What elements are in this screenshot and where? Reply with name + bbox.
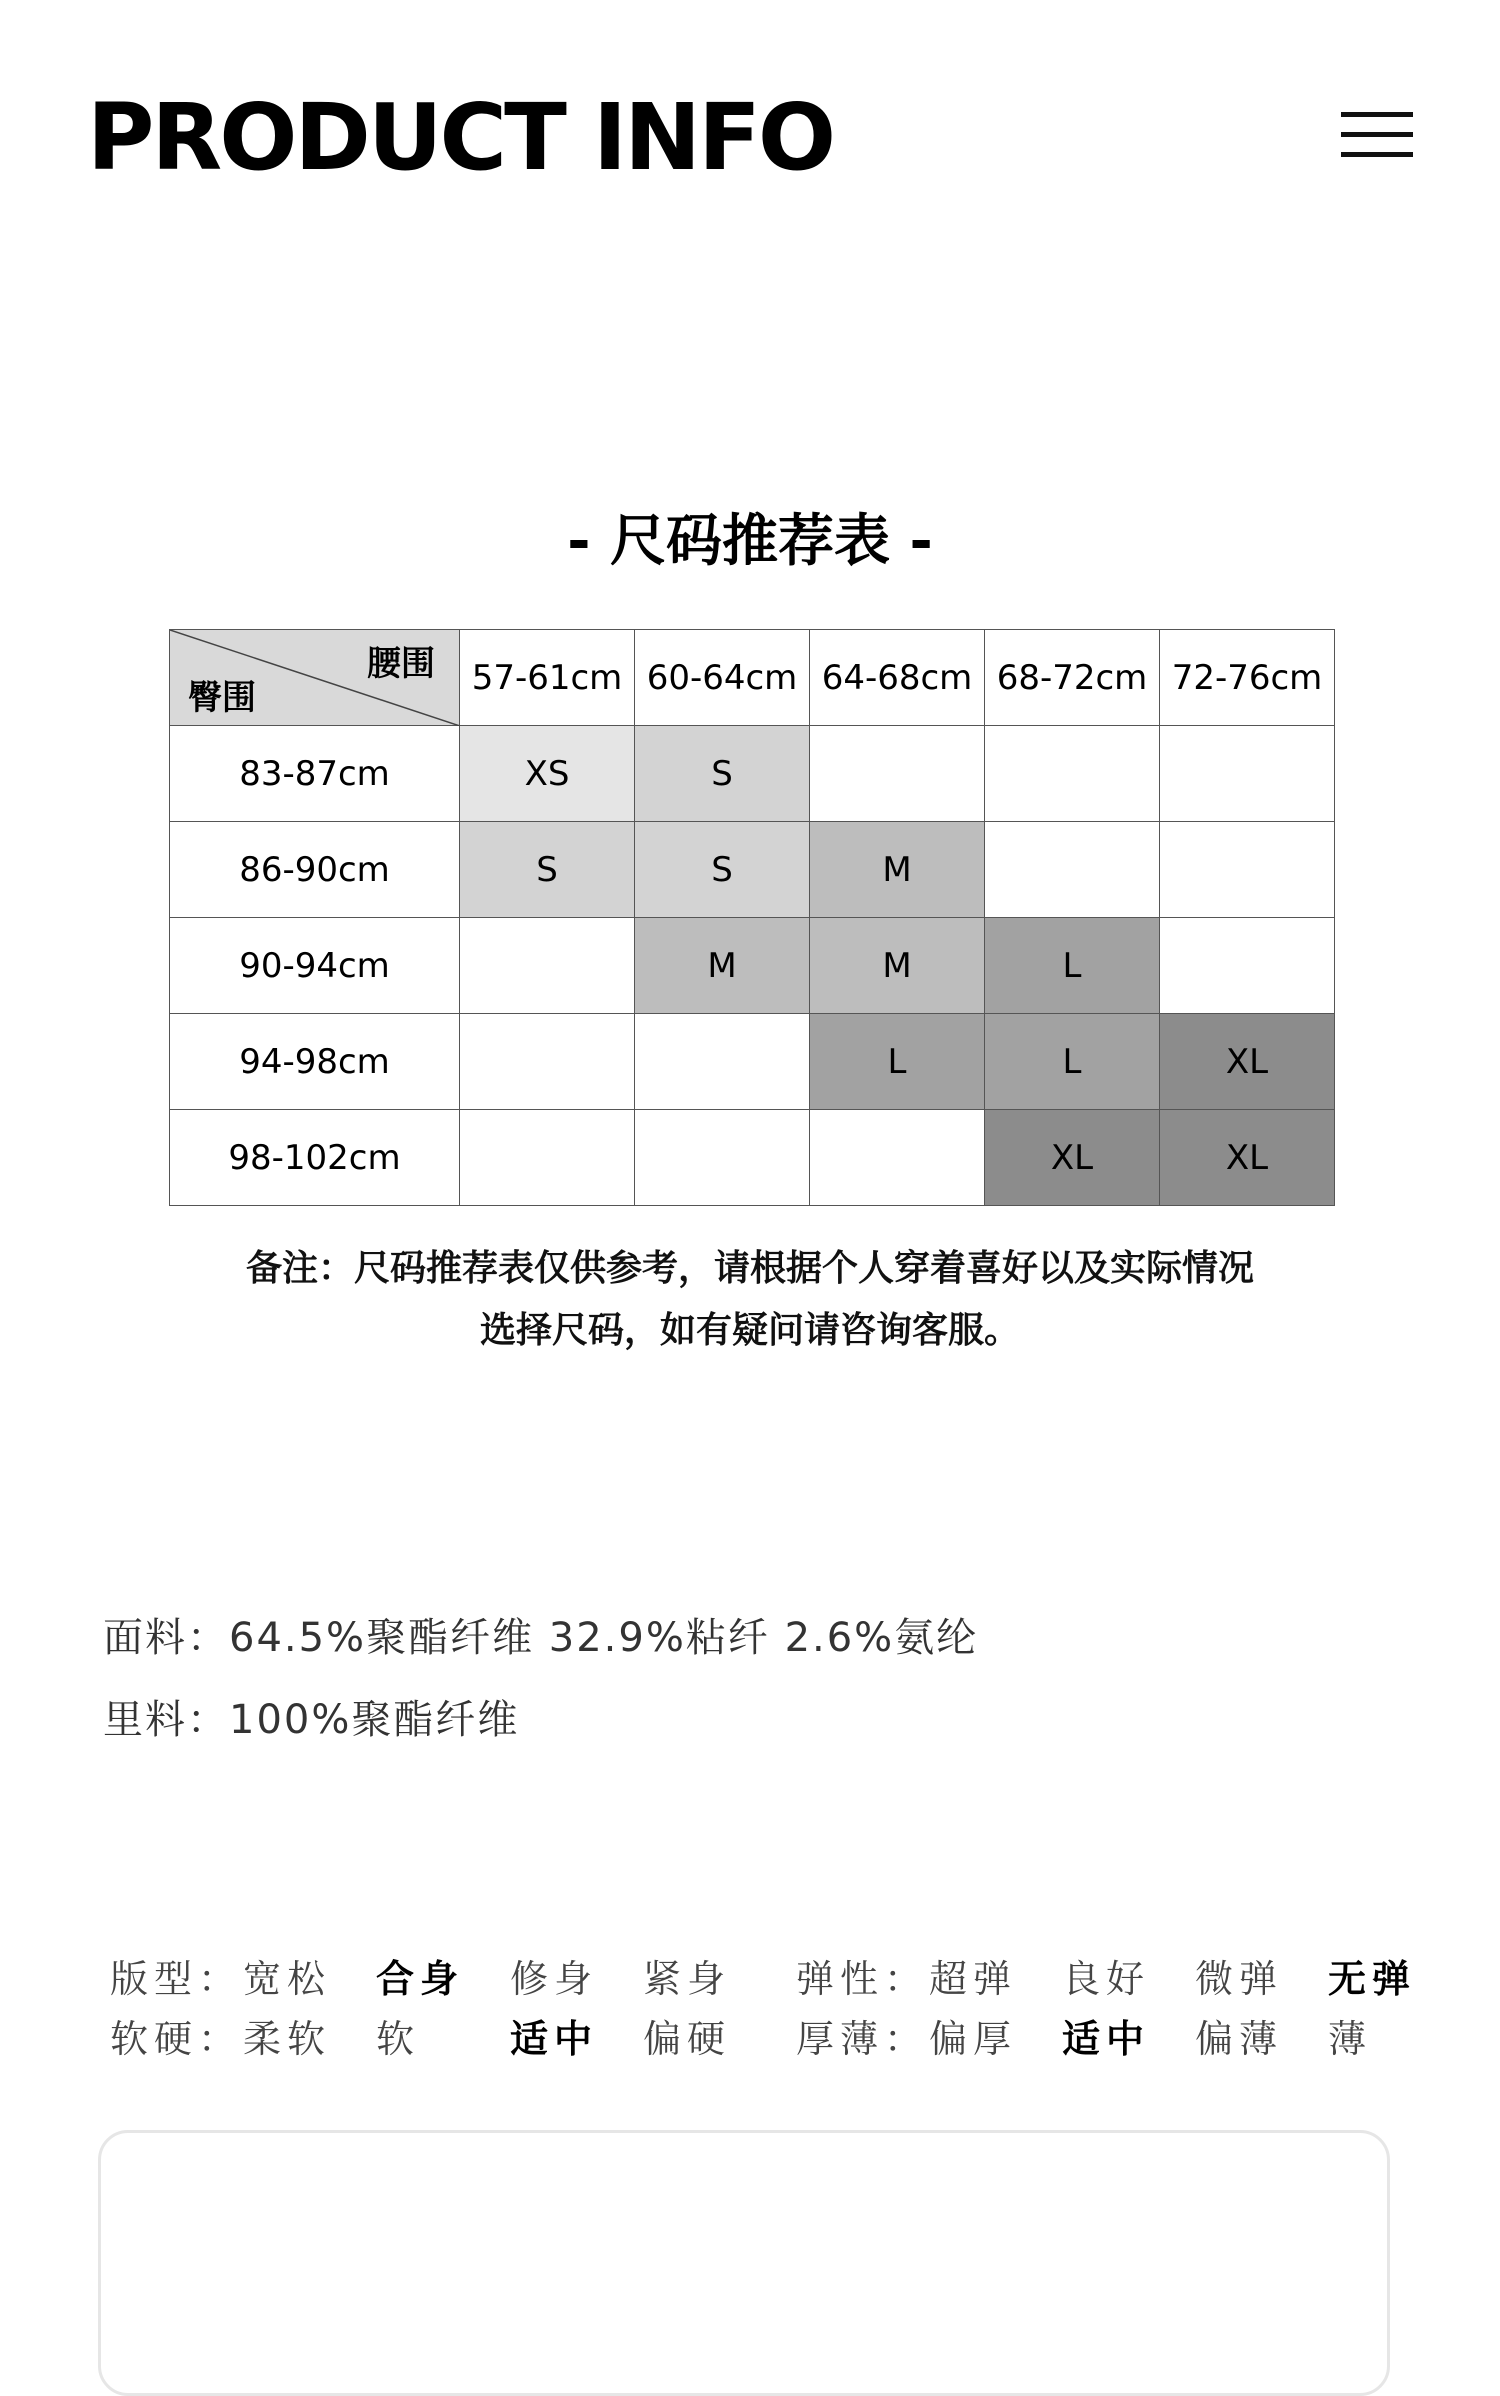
- attribute-option: 超弹: [929, 1957, 1018, 2001]
- attribute-option: 宽松: [243, 1957, 332, 2001]
- page-title: PRODUCT INFO: [87, 84, 834, 191]
- empty-size-cell: [985, 822, 1160, 918]
- selected-attribute-option: 适中: [510, 2017, 599, 2061]
- attribute-option: 软: [376, 2017, 421, 2061]
- size-cell: L: [985, 1014, 1160, 1110]
- size-cell: L: [810, 1014, 985, 1110]
- selected-attribute-option: 无弹: [1328, 1957, 1417, 2001]
- content-card: [98, 2130, 1390, 2396]
- attribute-option: 厚薄：: [796, 2017, 929, 2061]
- menu-bar: [1341, 112, 1413, 117]
- selected-attribute-option: 适中: [1062, 2017, 1151, 2061]
- empty-size-cell: [460, 1014, 635, 1110]
- size-cell: M: [810, 918, 985, 1014]
- empty-size-cell: [460, 918, 635, 1014]
- attribute-option: 紧身: [643, 1957, 732, 2001]
- size-cell: S: [635, 822, 810, 918]
- attribute-option: 柔软: [243, 2017, 332, 2061]
- header: [87, 84, 1413, 194]
- hip-range-cell: 94-98cm: [170, 1014, 460, 1110]
- size-cell: S: [635, 726, 810, 822]
- table-header-row: [170, 630, 1335, 726]
- size-cell: M: [635, 918, 810, 1014]
- waist-header-cell: 57-61cm: [460, 630, 635, 726]
- empty-size-cell: [810, 1110, 985, 1206]
- menu-bar: [1341, 132, 1413, 137]
- shell-fabric-text: 面料：64.5%聚酯纤维 32.9%粘纤 2.6%氨纶: [103, 1615, 979, 1661]
- table-row: [170, 726, 1335, 822]
- size-cell: L: [985, 918, 1160, 1014]
- table-row: [170, 1110, 1335, 1206]
- attribute-option: 版型：: [110, 1957, 243, 2001]
- waist-header-cell: 72-76cm: [1160, 630, 1335, 726]
- attribute-option: 微弹: [1195, 1957, 1284, 2001]
- size-cell: XL: [1160, 1014, 1335, 1110]
- attribute-option: 偏厚: [929, 2017, 1018, 2061]
- table-row: [170, 918, 1335, 1014]
- selected-attribute-option: 合身: [376, 1957, 465, 2001]
- size-recommendation-table: [169, 629, 1335, 1206]
- menu-bar: [1341, 152, 1413, 157]
- size-chart-note: [0, 1238, 1500, 1362]
- attribute-option: 偏薄: [1195, 2017, 1284, 2061]
- attribute-option: 软硬：: [110, 2017, 243, 2061]
- empty-size-cell: [1160, 918, 1335, 1014]
- attribute-option: 弹性：: [796, 1957, 929, 2001]
- empty-size-cell: [810, 726, 985, 822]
- empty-size-cell: [635, 1014, 810, 1110]
- note-line: 选择尺码，如有疑问请咨询客服。: [479, 1310, 1020, 1351]
- waist-header-cell: 64-68cm: [810, 630, 985, 726]
- attribute-option: 修身: [510, 1957, 599, 2001]
- waist-header-cell: 60-64cm: [635, 630, 810, 726]
- empty-size-cell: [1160, 822, 1335, 918]
- size-cell: XL: [985, 1110, 1160, 1206]
- hip-range-cell: 90-94cm: [170, 918, 460, 1014]
- empty-size-cell: [460, 1110, 635, 1206]
- attribute-option: 偏硬: [643, 2017, 732, 2061]
- hip-range-cell: 86-90cm: [170, 822, 460, 918]
- size-cell: M: [810, 822, 985, 918]
- table-corner-cell: [170, 630, 460, 726]
- waist-axis-label: 腰围: [367, 644, 435, 684]
- note-line: 备注：尺码推荐表仅供参考，请根据个人穿着喜好以及实际情况: [245, 1248, 1254, 1289]
- hip-axis-label: 臀围: [188, 678, 256, 718]
- size-cell: S: [460, 822, 635, 918]
- lining-fabric-text: 里料：100%聚酯纤维: [103, 1697, 520, 1743]
- empty-size-cell: [1160, 726, 1335, 822]
- hamburger-menu-icon[interactable]: [1341, 102, 1413, 162]
- table-row: [170, 822, 1335, 918]
- empty-size-cell: [985, 726, 1160, 822]
- attribute-option: 良好: [1062, 1957, 1151, 2001]
- attribute-option: 薄: [1328, 2017, 1373, 2061]
- size-chart-title: - 尺码推荐表 -: [567, 509, 933, 574]
- table-row: [170, 1014, 1335, 1110]
- size-cell: XS: [460, 726, 635, 822]
- hip-range-cell: 83-87cm: [170, 726, 460, 822]
- waist-header-cell: 68-72cm: [985, 630, 1160, 726]
- size-cell: XL: [1160, 1110, 1335, 1206]
- hip-range-cell: 98-102cm: [170, 1110, 460, 1206]
- empty-size-cell: [635, 1110, 810, 1206]
